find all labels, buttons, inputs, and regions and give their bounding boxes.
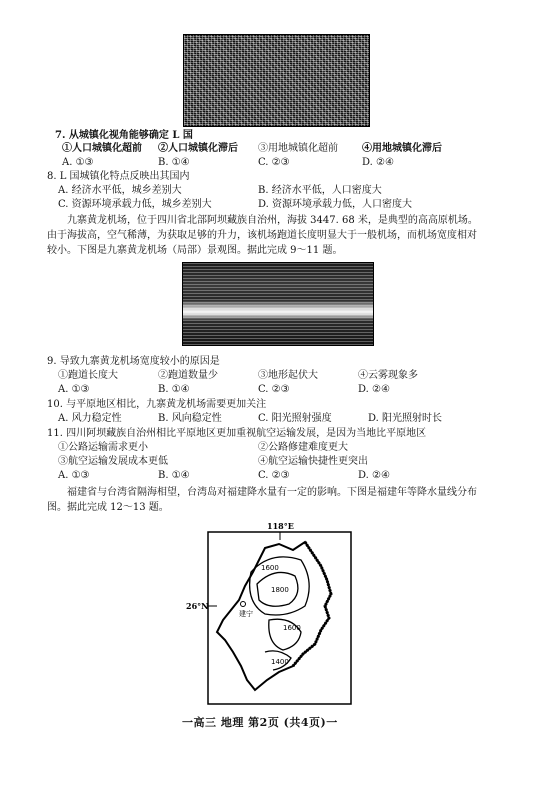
q9-stem: 9. 导致九寨黄龙机场宽度较小的原因是 [47,356,220,367]
q11-option-2: ②公路修建难度更大 [258,442,348,453]
q11-choice-b: B. ①④ [158,470,190,481]
q11-choice-c: C. ②③ [258,470,290,481]
q11-option-3: ③航空运输发展成本更低 [58,456,168,467]
q8-choice-c: C. 资源环境承载力低，城乡差别大 [58,199,212,210]
q7-choice-d: D. ②④ [362,157,394,168]
q8-choice-d: D. 资源环境承载力低，人口密度大 [258,199,413,210]
q10-choice-a: A. 风力稳定性 [58,413,122,424]
q10-choice-c: C. 阳光照射强度 [258,413,332,424]
q7-option-2: ②人口城镇化滞后 [158,143,238,154]
q11-stem: 11. 四川阿坝藏族自治州相比平原地区更加重视航空运输发展，是因为当地比平原地区 [47,428,427,439]
q8-stem: 8. L 国城镇化特点反映出其国内 [47,171,190,182]
lat-label: 26°N [186,601,209,611]
q9-choice-c: C. ②③ [258,384,290,395]
q10-choice-d: D. 阳光照射时长 [368,413,443,424]
isohyet-label-1800: 1800 [271,586,289,594]
isohyet-label-1600a: 1600 [261,564,279,572]
q7-option-1: ①人口城镇化超前 [62,143,142,154]
lon-label: 118°E [267,521,294,531]
isohyet-label-1400: 1400 [271,658,289,666]
q7-choice-a: A. ①③ [62,157,94,168]
q10-stem: 10. 与平原地区相比，九寨黄龙机场需要更加关注 [47,399,267,410]
airport-passage-line-3: 较小。下图是九寨黄龙机场（局部）景观图。据此完成 9～11 题。 [47,245,343,256]
page-footer: 一高三 地理 第2页 (共4页)一 [182,716,338,729]
q9-choice-a: A. ①③ [58,384,90,395]
airport-passage-line-1: 九寨黄龙机场，位于四川省北部阿坝藏族自治州，海拔 3447. 68 米，是典型的高高原机场。 [67,215,478,226]
q9-option-4: ④云雾现象多 [358,370,418,381]
q7-choice-c: C. ②③ [258,157,290,168]
q10-choice-b: B. 风向稳定性 [158,413,222,424]
jianning-city-marker [241,602,246,607]
airport-passage-line-2: 由于海拔高，空气稀薄，为获取足够的升力，该机场跑道长度明显大于一般机场，而机场宽度相对 [47,230,477,241]
fujian-precipitation-map [186,520,357,708]
q7-option-3: ③用地城镇化超前 [258,143,338,154]
q8-choice-b: B. 经济水平低，人口密度大 [258,185,382,196]
q7-stem: 7. 从城镇化视角能够确定 L 国 [55,130,193,141]
airport-photo [182,262,374,346]
q11-option-1: ①公路运输需求更小 [58,442,148,453]
q11-choice-d: D. ②④ [358,470,390,481]
city-label: 建宁 [239,610,253,618]
cityscape-photo [183,34,370,127]
q9-choice-b: B. ①④ [158,384,190,395]
q8-choice-a: A. 经济水平低，城乡差别大 [58,185,182,196]
fujian-passage-line-1: 福建省与台湾省隔海相望，台湾岛对福建降水量有一定的影响。下图是福建年等降水量线分布 [67,487,477,498]
isohyet-label-1600b: 1600 [283,624,301,632]
q11-choice-a: A. ①③ [58,470,90,481]
q7-option-4: ④用地城镇化滞后 [362,143,442,154]
q9-choice-d: D. ②④ [358,384,390,395]
fujian-passage-line-2: 图。据此完成 12～13 题。 [47,502,169,513]
q9-option-2: ②跑道数量少 [158,370,218,381]
q7-choice-b: B. ①④ [158,157,190,168]
q11-option-4: ④航空运输快捷性更突出 [258,456,368,467]
q9-option-1: ①跑道长度大 [58,370,118,381]
q9-option-3: ③地形起伏大 [258,370,318,381]
